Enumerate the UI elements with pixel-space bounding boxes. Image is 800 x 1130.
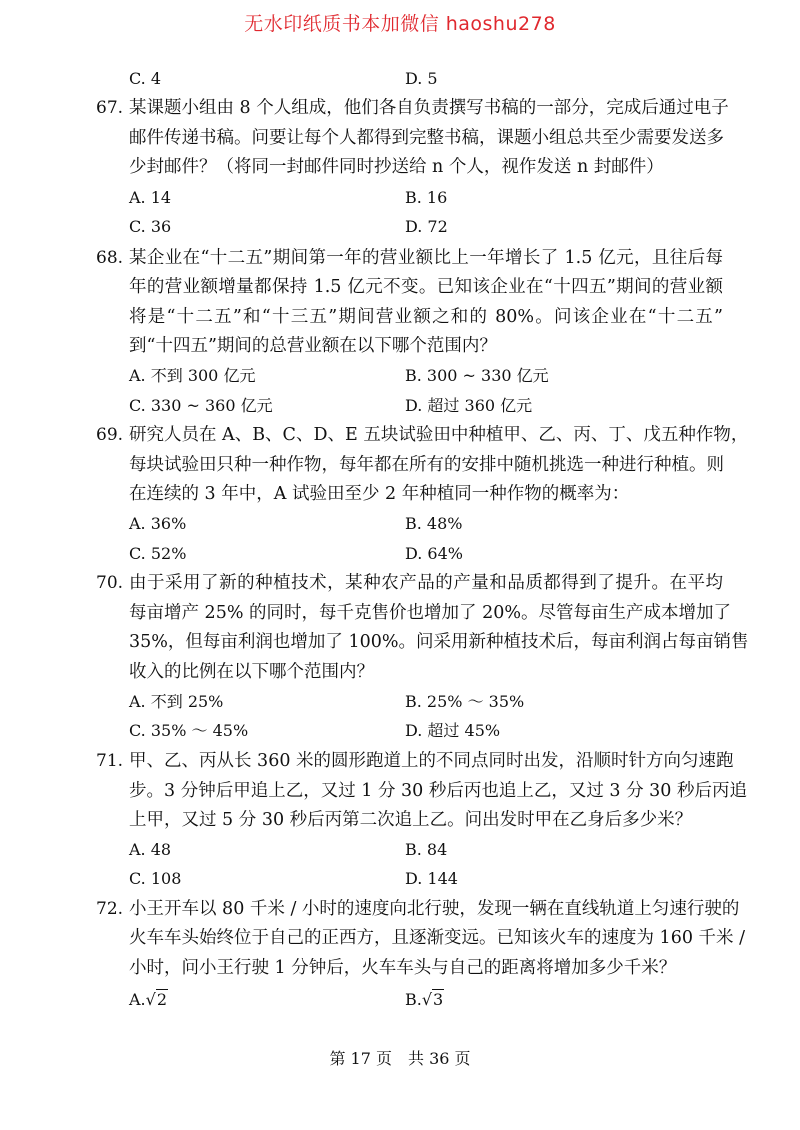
question-number: 68. (96, 248, 124, 268)
question-number: 72. (96, 899, 124, 919)
question-number: 69. (96, 425, 124, 445)
question-text-line: 研究人员在 A、B、C、D、E 五块试验田中种植甲、乙、丙、丁、戊五种作物， (129, 425, 749, 445)
option-c: C. 36 (129, 217, 172, 236)
square-root: √2 (145, 990, 168, 1009)
question-text-line: 到“十四五”期间的总营业额在以下哪个范围内？ (129, 336, 497, 356)
option-b (405, 990, 444, 1010)
question-text-line: 火车车头始终位于自己的正西方，且逐渐变远。已知该火车的速度为 160 千米 / (129, 928, 745, 948)
question-text-line: 年的营业额增量都保持 1.5 亿元不变。已知该企业在“十四五”期间的营业额 (129, 277, 723, 297)
option-d: D. 超过 360 亿元 (405, 396, 533, 415)
option-b: B. 25% ～ 35% (405, 692, 525, 711)
question-text-line: 由于采用了新的种植技术，某种农产品的产量和品质都得到了提升。在平均 (129, 573, 723, 593)
option-a: A. 36% (129, 514, 187, 533)
option-a: A. 14 (129, 188, 172, 207)
question-text-line: 甲、乙、丙从长 360 米的圆形跑道上的不同点同时出发，沿顺时针方向匀速跑 (129, 751, 734, 771)
option-a: A. 48 (129, 840, 172, 859)
question-text-line: 小时，问小王行驶 1 分钟后，火车车头与自己的距离将增加多少千米？ (129, 958, 677, 978)
question-text-line: 步。3 分钟后甲追上乙，又过 1 分 30 秒后丙也追上乙，又过 3 分 30 秒后丙追 (129, 781, 748, 801)
question-text-line: 某课题小组由 8 个人组成，他们各自负责撰写书稿的一部分，完成后通过电子 (129, 98, 729, 118)
option-label: A. (129, 990, 146, 1009)
page-footer: 第 17 页 共 36 页 (329, 1049, 471, 1068)
question-number: 67. (96, 98, 124, 118)
question-text-line: 每块试验田只种一种作物，每年都在所有的安排中随机挑选一种进行种植。则 (129, 455, 724, 475)
radicand: 2 (156, 990, 168, 1009)
option-c: C. 330 ~ 360 亿元 (129, 396, 273, 415)
radicand: 3 (433, 990, 444, 1009)
question-text-line: 某企业在“十二五”期间第一年的营业额比上一年增长了 1.5 亿元，且往后每 (129, 248, 723, 268)
square-root: √3 (421, 990, 444, 1009)
question-text-line: 收入的比例在以下哪个范围内？ (129, 662, 374, 682)
question-text-line: 上甲，又过 5 分 30 秒后丙第二次追上乙。问出发时甲在乙身后多少米？ (129, 810, 693, 830)
option-d: D. 72 (405, 217, 448, 236)
question-text-line: 邮件传递书稿。问要让每个人都得到完整书稿，课题小组总共至少需要发送多 (129, 128, 724, 148)
option-a: A. 不到 300 亿元 (129, 366, 256, 385)
option-c: C. 35% ～ 45% (129, 721, 249, 740)
question-text-line: 在连续的 3 年中，A 试验田至少 2 年种植同一种作物的概率为： (129, 484, 630, 504)
option-a (129, 990, 168, 1010)
option-b: B. 84 (405, 840, 448, 859)
option-d: D. 超过 45% (405, 721, 501, 740)
option-b: B. 16 (405, 188, 448, 207)
option-d: D. 144 (405, 869, 458, 888)
option-c: C. 52% (129, 544, 187, 563)
question-number: 70. (96, 573, 124, 593)
question-text-line: 小王开车以 80 千米 / 小时的速度向北行驶，发现一辆在直线轨道上匀速行驶的 (129, 899, 740, 919)
question-text-line: 少封邮件？（将同一封邮件同时抄送给 n 个人，视作发送 n 封邮件） (129, 157, 664, 177)
option-d: D. 64% (405, 544, 463, 563)
question-text-line: 35%，但每亩利润也增加了 100%。问采用新种植技术后，每亩利润占每亩销售 (129, 632, 749, 652)
option-a: A. 不到 25% (129, 692, 224, 711)
option-b: B. 300 ~ 330 亿元 (405, 366, 549, 385)
option-b: B. 48% (405, 514, 463, 533)
question-text-line: 每亩增产 25% 的同时，每千克售价也增加了 20%。尽管每亩生产成本增加了 (129, 603, 731, 623)
watermark-header: 无水印纸质书本加微信 haoshu278 (244, 13, 556, 35)
option-label: B. (405, 990, 422, 1009)
option-d: D. 5 (405, 69, 438, 88)
option-c: C. 108 (129, 869, 182, 888)
question-text-line: 将是“十二五”和“十三五”期间营业额之和的 80%。问该企业在“十二五” (129, 307, 723, 327)
question-number: 71. (96, 751, 124, 771)
option-c: C. 4 (129, 69, 162, 88)
